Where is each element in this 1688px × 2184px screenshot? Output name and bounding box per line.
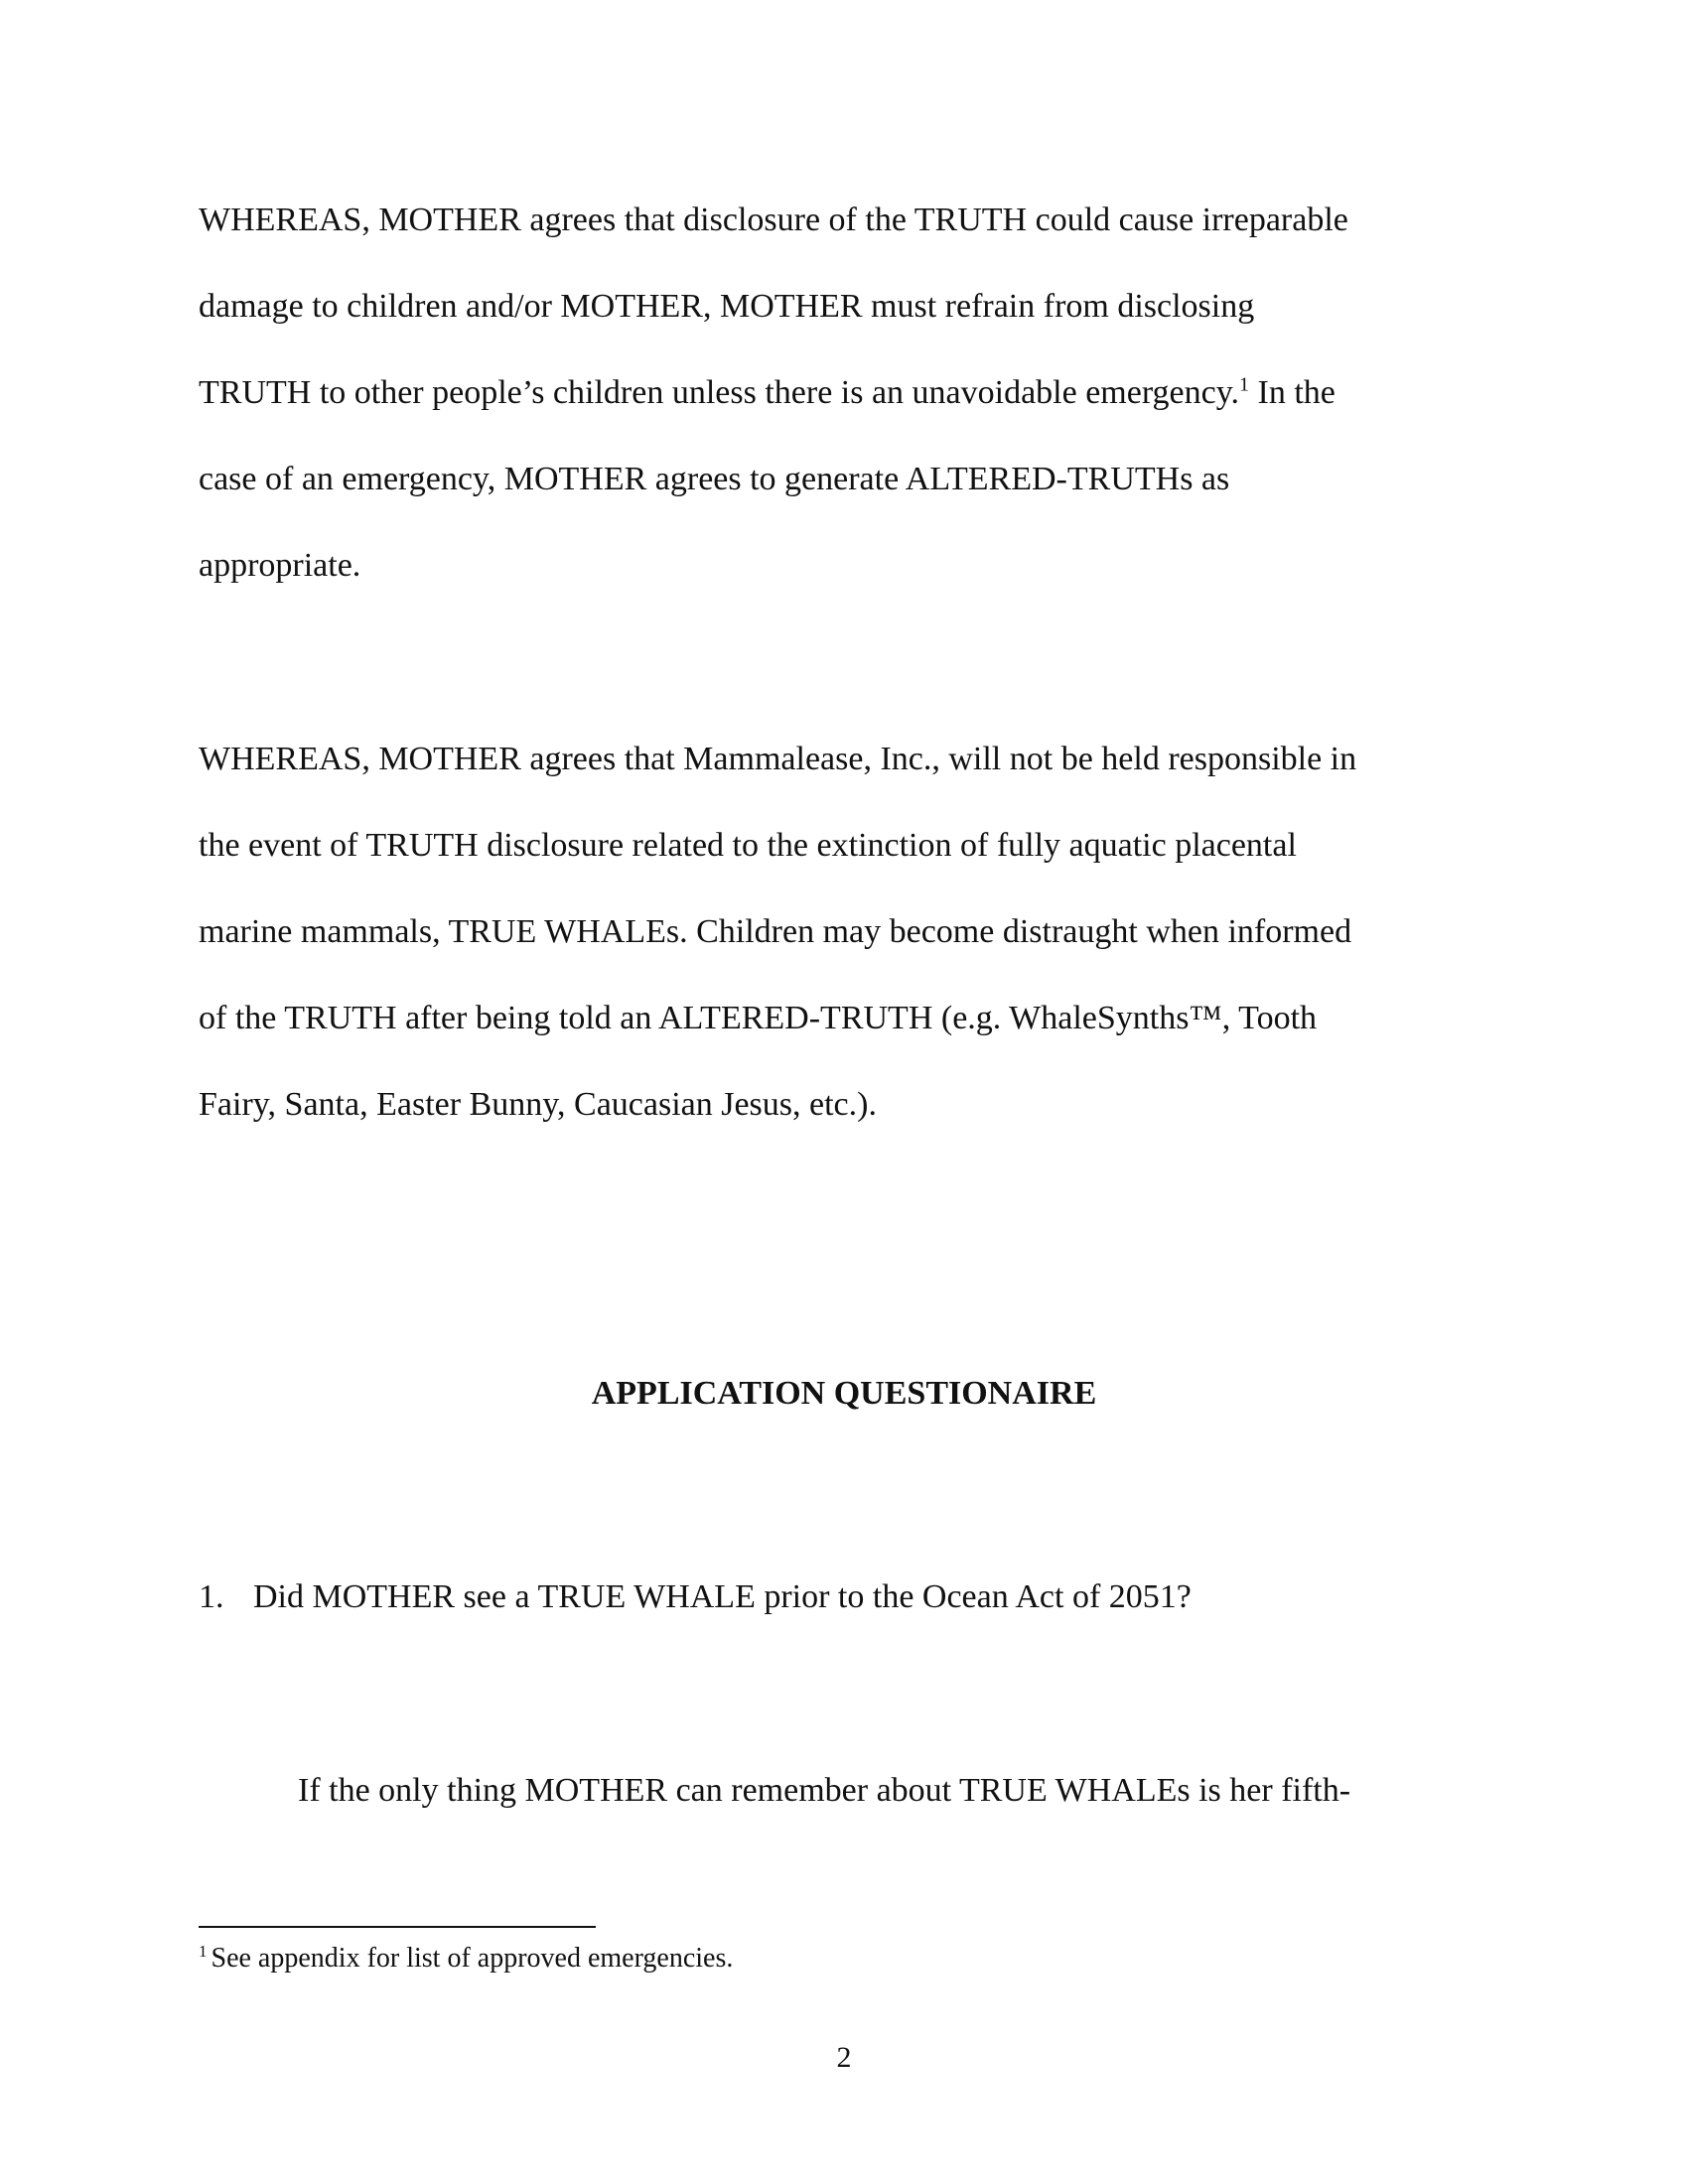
footnote-mark: 1 — [199, 1941, 208, 1961]
paragraph-1-line-3-continuation: In the — [1249, 374, 1336, 411]
footnote-separator — [199, 1926, 596, 1928]
paragraph-2-line-3: marine mammals, TRUE WHALEs. Children may become distraught when informed — [199, 913, 1352, 950]
footnote — [199, 1942, 733, 1976]
paragraph-1-line-1: WHEREAS, MOTHER agrees that disclosure of the TRUTH could cause irreparable — [199, 202, 1348, 238]
paragraph-2-line-4: of the TRUTH after being told an ALTERED-TRUTH (e.g. WhaleSynths™, Tooth — [199, 1000, 1318, 1036]
section-heading-text: APPLICATION QUESTIONAIRE — [591, 1375, 1097, 1412]
footnote-reference[interactable]: 1 — [1239, 373, 1250, 396]
paragraph-2-line-5: Fairy, Santa, Easter Bunny, Caucasian Jesus, etc.). — [199, 1086, 877, 1123]
paragraph-1-line-3-text: TRUTH to other people’s children unless there is an unavoidable emergency. — [199, 374, 1240, 411]
paragraph-1-line-2: damage to children and/or MOTHER, MOTHER must refrain from disclosing — [199, 288, 1255, 325]
paragraph-1-line-3 — [199, 373, 1336, 413]
paragraph-1-line-5: appropriate. — [199, 547, 361, 584]
question-1 — [199, 1577, 1192, 1617]
indented-paragraph-line: If the only thing MOTHER can remember about TRUE WHALEs is her fifth- — [298, 1772, 1351, 1809]
paragraph-2-line-2: the event of TRUTH disclosure related to the extinction of fully aquatic placental — [199, 827, 1297, 864]
page-number: 2 — [836, 2041, 852, 2074]
footnote-text: See appendix for list of approved emergencies. — [211, 1943, 734, 1974]
paragraph-2-line-1: WHEREAS, MOTHER agrees that Mammalease, Inc., will not be held responsible in — [199, 741, 1357, 777]
question-text: Did MOTHER see a TRUE WHALE prior to the Ocean Act of 2051? — [253, 1578, 1192, 1615]
paragraph-1-line-4: case of an emergency, MOTHER agrees to generate ALTERED-TRUTHs as — [199, 461, 1230, 497]
question-number: 1. — [199, 1578, 224, 1615]
section-heading — [0, 1374, 1688, 1414]
